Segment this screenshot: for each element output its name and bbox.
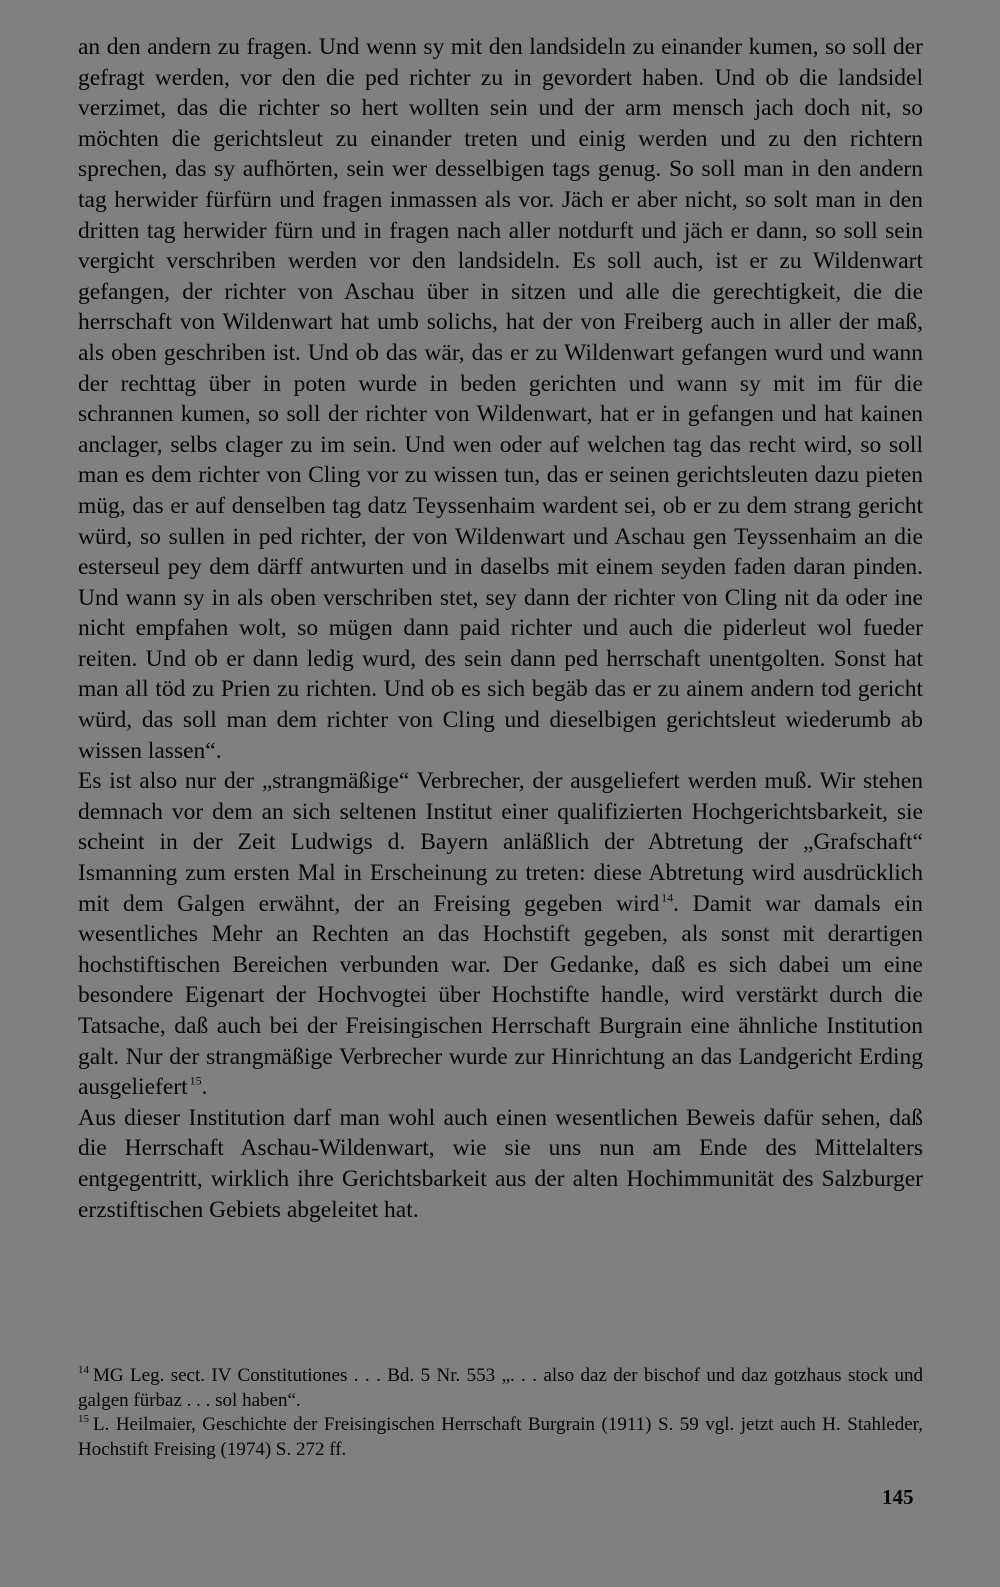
main-text <box>78 32 923 1225</box>
paragraph-2-part-2: . Damit war damals ein wesentliches Mehr an Rechten an das Hochstift gegeben, als sonst mit derartigen hochstiftischen Bereichen verbunden war. Der Gedanke, daß es sich dabei um eine besondere Eigenart der Hochvogtei über Hochstifte handle, wird verstärkt durch die Tatsache, daß auch bei der Freisingischen Herrschaft Burgrain eine ähnliche Institution galt. Nur der strangmäßige Verbrecher wurde zur Hinrichtung an das Landgericht Erding ausgeliefert <box>78 890 923 1101</box>
footnote-ref-14: 14 <box>661 890 674 905</box>
footnote-text-14: MG Leg. sect. IV Constitutiones . . . Bd. 5 Nr. 553 „. . . also daz der bischof und daz gotzhaus stock und galgen fürbaz . . . sol haben“. <box>78 1365 923 1411</box>
paragraph-2-part-1: Es ist also nur der „strangmäßige“ Verbrecher, der ausgeliefert werden muß. Wir stehen demnach vor dem an sich seltenen Institut einer qualifizierten Hochgerichtsbarkeit, sie scheint in der Zeit Ludwigs d. Bayern anläßlich der Abtretung der „Grafschaft“ Ismanning zum ersten Mal in Erscheinung zu treten: diese Abtretung wird ausdrücklich mit dem Galgen erwähnt, der an Freising gegeben wird <box>78 768 923 917</box>
footnote-15 <box>78 1413 923 1462</box>
page-body <box>78 32 923 1225</box>
paragraph-1: an den andern zu fragen. Und wenn sy mit den landsideln zu einander kumen, so soll der gefragt werden, vor den die ped richter zu in gevordert haben. Und ob die landsidel verzimet, das die richter so hert wollten sein und der arm mensch jach doch nit, so möchten die gerichtsleut zu einander treten und einig werden und zu den richtern sprechen, das sy aufhörten, sein wer desselbigen tags genug. So soll man in den andern tag herwider fürfürn und fragen inmassen als vor. Jäch er aber nicht, so solt man in den dritten tag herwider fürn und in fragen nach aller notdurft und jäch er dann, so soll sein vergicht verschriben werden vor den landsideln. Es soll auch, ist er zu Wildenwart gefangen, der richter von Aschau über in sitzen und alle die gerechtigkeit, die die herrschaft von Wildenwart hat umb solichs, hat der von Freiberg auch in aller der maß, als oben geschriben ist. Und ob das wär, das er zu Wildenwart gefangen wurd und wann der rechttag über in poten wurde in beden gerichten und wann sy mit im für die schrannen kumen, so soll der richter von Wildenwart, hat er in gefangen und hat kainen anclager, selbs clager zu im sein. Und wen oder auf welchen tag das recht wird, so soll man es dem richter von Cling vor zu wissen tun, das er seinen gerichtsleuten dazu pieten müg, das er auf denselben tag datz Teyssenhaim wardent sei, ob er zu dem strang gericht würd, so sullen in ped richter, der von Wildenwart und Aschau gen Teyssenhaim an die esterseul pey dem därff antwurten und in daselbs mit einem seyden faden daran pinden. Und wann sy in als oben verschriben stet, sey dann der richter von Cling nit da oder ine nicht empfahen wolt, so mügen dann paid richter und auch die piderleut wol fueder reiten. Und ob er dann ledig wurd, des sein dann ped herrschaft unentgolten. Sonst hat man all töd zu Prien zu richten. Und ob es sich begäb das er zu ainem andern tod gericht würd, das soll man dem richter von Cling und dieselbigen gerichtsleut wiederumb ab wissen lassen“. <box>78 34 923 764</box>
paragraph-2-part-3: . <box>201 1074 208 1101</box>
footnote-number-14: 14 <box>78 1364 89 1377</box>
paragraph-2 <box>78 766 923 1103</box>
footnotes <box>78 1364 923 1462</box>
footnote-ref-15: 15 <box>189 1073 202 1088</box>
paragraph-3: Aus dieser Institution darf man wohl auch einen wesentlichen Beweis dafür sehen, daß die Herrschaft Aschau-Wildenwart, wie sie uns nun am Ende des Mittelalters entgegentritt, wirklich ihre Gerichtsbarkeit aus der alten Hochimmunität des Salzburger erzstiftischen Gebiets abgeleitet hat. <box>78 1104 923 1223</box>
footnote-text-15: L. Heilmaier, Geschichte der Freisingischen Herrschaft Burgrain (1911) S. 59 vgl. jetzt auch H. Stahleder, Hochstift Freising (1974) S. 272 ff. <box>78 1414 923 1460</box>
page-number: 145 <box>882 1485 914 1509</box>
footnote-number-15: 15 <box>78 1413 89 1426</box>
footnote-14 <box>78 1364 923 1413</box>
